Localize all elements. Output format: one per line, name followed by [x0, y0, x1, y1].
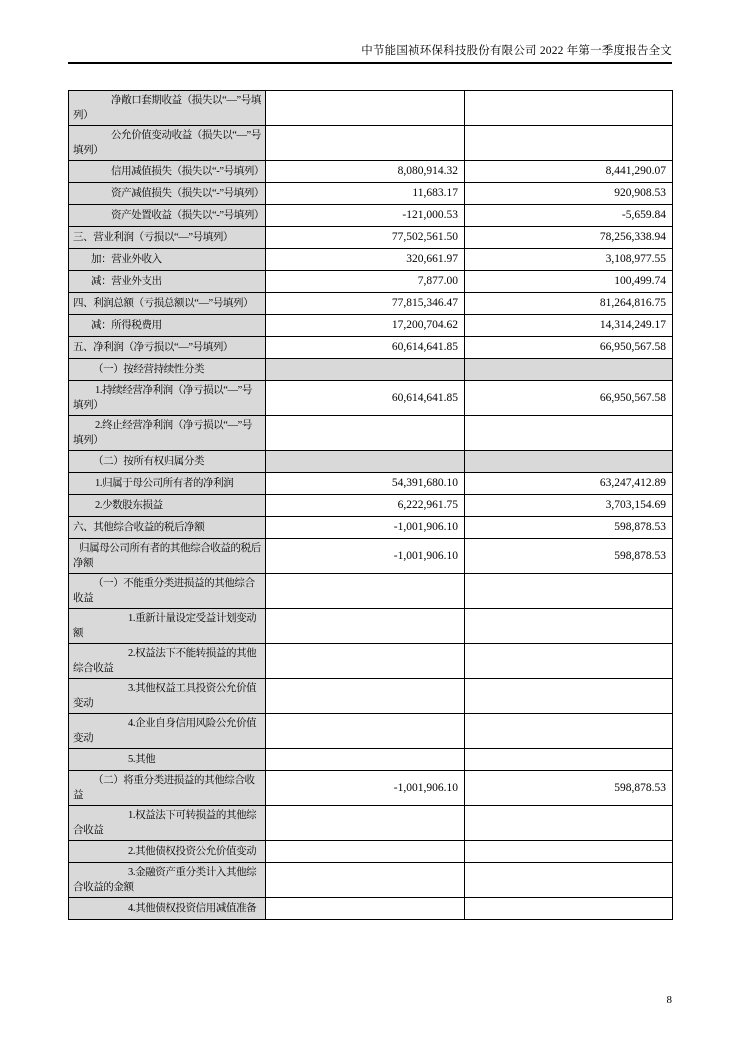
row-label-cell: 归属母公司所有者的其他综合收益的税后净额: [69, 539, 266, 574]
row-label-cell: 资产减值损失（损失以“-”号填列）: [69, 183, 266, 205]
current-period-value-cell: 17,200,704.62: [266, 315, 465, 337]
table-row: [69, 337, 673, 359]
table-row: [69, 749, 673, 771]
current-period-value-cell: [266, 644, 465, 679]
current-period-value-cell: 7,877.00: [266, 271, 465, 293]
row-label-cell: 公允价值变动收益（损失以“—”号填列）: [69, 126, 266, 161]
prior-period-value-cell: [465, 126, 673, 161]
current-period-value-cell: [266, 679, 465, 714]
current-period-value-cell: -1,001,906.10: [266, 771, 465, 806]
current-period-value-cell: [266, 749, 465, 771]
income-statement-body: [69, 91, 673, 920]
prior-period-value-cell: 78,256,338.94: [465, 227, 673, 249]
prior-period-value-cell: [465, 714, 673, 749]
row-label-cell: （二）将重分类进损益的其他综合收益: [69, 771, 266, 806]
prior-period-value-cell: 598,878.53: [465, 771, 673, 806]
current-period-value-cell: [266, 863, 465, 898]
table-row: [69, 574, 673, 609]
row-label-cell: 3.其他权益工具投资公允价值变动: [69, 679, 266, 714]
table-row: [69, 161, 673, 183]
row-label-cell: 5.其他: [69, 749, 266, 771]
row-label-cell: 六、其他综合收益的税后净额: [69, 517, 266, 539]
row-label-cell: 4.企业自身信用风险公允价值变动: [69, 714, 266, 749]
prior-period-value-cell: [465, 451, 673, 473]
current-period-value-cell: 54,391,680.10: [266, 473, 465, 495]
table-row: [69, 271, 673, 293]
table-row: [69, 841, 673, 863]
row-label-cell: 2.其他债权投资公允价值变动: [69, 841, 266, 863]
current-period-value-cell: [266, 714, 465, 749]
row-label-cell: 3.金融资产重分类计入其他综合收益的金额: [69, 863, 266, 898]
table-row: [69, 416, 673, 451]
table-row: [69, 381, 673, 416]
table-row: [69, 898, 673, 920]
prior-period-value-cell: [465, 574, 673, 609]
prior-period-value-cell: 14,314,249.17: [465, 315, 673, 337]
current-period-value-cell: 11,683.17: [266, 183, 465, 205]
row-label-cell: 2.终止经营净利润（净亏损以“—”号填列）: [69, 416, 266, 451]
row-label-cell: 三、营业利润（亏损以“—”号填列）: [69, 227, 266, 249]
prior-period-value-cell: [465, 416, 673, 451]
table-row: [69, 517, 673, 539]
table-row: [69, 714, 673, 749]
prior-period-value-cell: 598,878.53: [465, 539, 673, 574]
table-row: [69, 644, 673, 679]
row-label-cell: 1.持续经营净利润（净亏损以“—”号填列）: [69, 381, 266, 416]
current-period-value-cell: [266, 451, 465, 473]
row-label-cell: 信用减值损失（损失以“-”号填列）: [69, 161, 266, 183]
prior-period-value-cell: [465, 359, 673, 381]
row-label-cell: 减：营业外支出: [69, 271, 266, 293]
table-row: [69, 205, 673, 227]
row-label-cell: 2.权益法下不能转损益的其他综合收益: [69, 644, 266, 679]
row-label-cell: 减：所得税费用: [69, 315, 266, 337]
table-row: [69, 183, 673, 205]
prior-period-value-cell: [465, 806, 673, 841]
prior-period-value-cell: 3,108,977.55: [465, 249, 673, 271]
prior-period-value-cell: [465, 679, 673, 714]
row-label-cell: （一）按经营持续性分类: [69, 359, 266, 381]
table-row: [69, 359, 673, 381]
current-period-value-cell: -1,001,906.10: [266, 517, 465, 539]
row-label-cell: 1.权益法下可转损益的其他综合收益: [69, 806, 266, 841]
table-row: [69, 863, 673, 898]
table-row: [69, 495, 673, 517]
current-period-value-cell: 320,661.97: [266, 249, 465, 271]
prior-period-value-cell: [465, 644, 673, 679]
table-row: [69, 609, 673, 644]
table-row: [69, 451, 673, 473]
prior-period-value-cell: [465, 609, 673, 644]
current-period-value-cell: 60,614,641.85: [266, 381, 465, 416]
row-label-cell: 4.其他债权投资信用减值准备: [69, 898, 266, 920]
prior-period-value-cell: 920,908.53: [465, 183, 673, 205]
table-row: [69, 315, 673, 337]
current-period-value-cell: [266, 898, 465, 920]
row-label-cell: 资产处置收益（损失以“-”号填列）: [69, 205, 266, 227]
report-header-title: 中节能国祯环保科技股份有限公司 2022 年第一季度报告全文: [68, 0, 672, 64]
current-period-value-cell: [266, 841, 465, 863]
row-label-cell: 五、净利润（净亏损以“—”号填列）: [69, 337, 266, 359]
page-number: 8: [666, 994, 672, 1006]
table-row: [69, 91, 673, 126]
table-row: [69, 293, 673, 315]
table-row: [69, 126, 673, 161]
row-label-cell: （二）按所有权归属分类: [69, 451, 266, 473]
row-label-cell: 1.重新计量设定受益计划变动额: [69, 609, 266, 644]
row-label-cell: 四、利润总额（亏损总额以“—”号填列）: [69, 293, 266, 315]
prior-period-value-cell: [465, 863, 673, 898]
prior-period-value-cell: 598,878.53: [465, 517, 673, 539]
row-label-cell: （一）不能重分类进损益的其他综合收益: [69, 574, 266, 609]
prior-period-value-cell: [465, 841, 673, 863]
current-period-value-cell: [266, 574, 465, 609]
table-row: [69, 539, 673, 574]
prior-period-value-cell: [465, 749, 673, 771]
prior-period-value-cell: 66,950,567.58: [465, 381, 673, 416]
table-row: [69, 771, 673, 806]
table-row: [69, 679, 673, 714]
current-period-value-cell: [266, 416, 465, 451]
row-label-cell: 2.少数股东损益: [69, 495, 266, 517]
prior-period-value-cell: [465, 91, 673, 126]
row-label-cell: 加：营业外收入: [69, 249, 266, 271]
prior-period-value-cell: 100,499.74: [465, 271, 673, 293]
report-page-content: [68, 0, 672, 920]
current-period-value-cell: 6,222,961.75: [266, 495, 465, 517]
current-period-value-cell: 77,502,561.50: [266, 227, 465, 249]
prior-period-value-cell: 63,247,412.89: [465, 473, 673, 495]
current-period-value-cell: [266, 126, 465, 161]
row-label-cell: 净敞口套期收益（损失以“—”号填列）: [69, 91, 266, 126]
current-period-value-cell: 60,614,641.85: [266, 337, 465, 359]
current-period-value-cell: 8,080,914.32: [266, 161, 465, 183]
row-label-cell: 1.归属于母公司所有者的净利润: [69, 473, 266, 495]
current-period-value-cell: [266, 806, 465, 841]
prior-period-value-cell: 3,703,154.69: [465, 495, 673, 517]
current-period-value-cell: [266, 359, 465, 381]
current-period-value-cell: -1,001,906.10: [266, 539, 465, 574]
table-row: [69, 473, 673, 495]
current-period-value-cell: -121,000.53: [266, 205, 465, 227]
prior-period-value-cell: [465, 898, 673, 920]
prior-period-value-cell: -5,659.84: [465, 205, 673, 227]
prior-period-value-cell: 8,441,290.07: [465, 161, 673, 183]
table-row: [69, 806, 673, 841]
table-row: [69, 249, 673, 271]
current-period-value-cell: 77,815,346.47: [266, 293, 465, 315]
prior-period-value-cell: 66,950,567.58: [465, 337, 673, 359]
prior-period-value-cell: 81,264,816.75: [465, 293, 673, 315]
current-period-value-cell: [266, 609, 465, 644]
current-period-value-cell: [266, 91, 465, 126]
income-statement-table: [68, 90, 673, 920]
table-row: [69, 227, 673, 249]
